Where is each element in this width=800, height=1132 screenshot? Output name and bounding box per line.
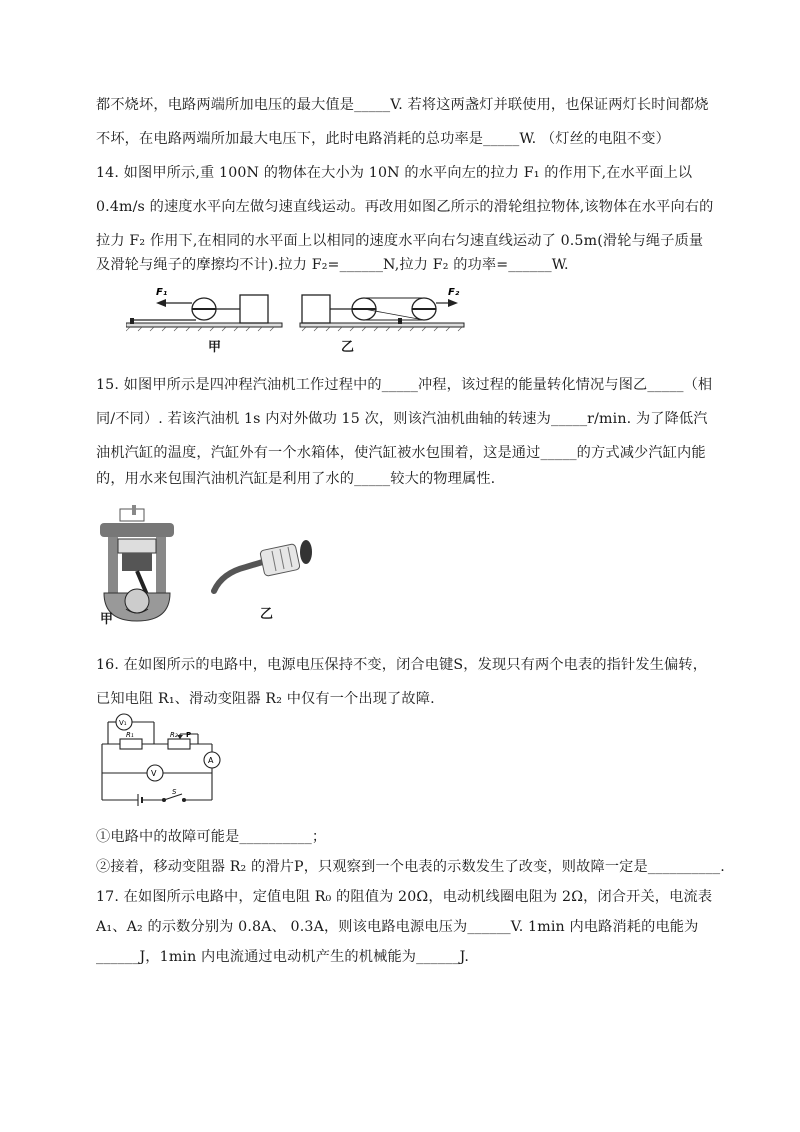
r1-label: R₁ bbox=[126, 731, 134, 739]
caption-yi: 乙 bbox=[260, 607, 274, 622]
question-14-text: 14. 如图甲所示,重 100N 的物体在大小为 10N 的水平向左的拉力 F₁ 的作用下,在水平面上以 bbox=[96, 165, 693, 181]
voltmeter-label: V bbox=[151, 769, 157, 778]
switch-label: S bbox=[172, 788, 177, 796]
question-15-text: 15. 如图甲所示是四冲程汽油机工作过程中的_____冲程，该过程的能量转化情况与图乙_____（相 bbox=[96, 377, 713, 393]
text-line: ①电路中的故障可能是__________； bbox=[96, 829, 327, 845]
f1-label: F₁ bbox=[156, 287, 168, 298]
text-line: ②接着，移动变阻器 R₂ 的滑片P，只观察到一个电表的示数发生了改变，则故障一定是__________. bbox=[96, 859, 725, 875]
question-17-text: 17. 在如图所示电路中，定值电阻 R₀ 的阻值为 20Ω，电动机线圈电阻为 2Ω，闭合开关，电流表 bbox=[96, 889, 713, 905]
slider-p-label: P bbox=[186, 731, 192, 739]
v1-meter-label: V₁ bbox=[119, 719, 127, 727]
text-line: 已知电阻 R₁、滑动变阻器 R₂ 中仅有一个出现了故障. bbox=[96, 691, 435, 707]
question-16-text: 16. 在如图所示的电路中，电源电压保持不变，闭合电键S，发现只有两个电表的指针发生偏转， bbox=[96, 657, 708, 673]
text-line: 及滑轮与绳子的摩擦均不计).拉力 F₂=______N,拉力 F₂ 的功率=______W. bbox=[96, 257, 569, 273]
text-line: 0.4m/s 的速度水平向左做匀速直线运动。再改用如图乙所示的滑轮组拉物体,该物体在水平向右的 bbox=[96, 199, 714, 215]
caption-jia: 甲 bbox=[100, 612, 114, 627]
figure-16-circuit bbox=[98, 712, 228, 808]
figure-15-engine bbox=[96, 505, 326, 625]
text-line: 不坏，在电路两端所加最大电压下，此时电路消耗的总功率是_____W. （灯丝的电阻不变） bbox=[96, 131, 670, 147]
f2-label: F₂ bbox=[448, 287, 460, 298]
ammeter-label: A bbox=[208, 756, 214, 765]
text-line: ______J，1min 内电流通过电动机产生的机械能为______J. bbox=[96, 949, 469, 965]
r2-label: R₂ bbox=[170, 731, 178, 739]
text-line: A₁、A₂ 的示数分别为 0.8A、 0.3A，则该电路电源电压为______V. 1min 内电路消耗的电能为 bbox=[96, 919, 699, 935]
text-line: 都不烧坏，电路两端所加电压的最大值是_____V. 若将这两盏灯并联使用，也保证两灯长时间都烧 bbox=[96, 97, 709, 113]
figure-14-pulley bbox=[126, 283, 466, 345]
text-line: 同/不同）. 若该汽油机 1s 内对外做功 15 次，则该汽油机曲轴的转速为_____r/min. 为了降低汽 bbox=[96, 411, 708, 427]
text-line: 拉力 F₂ 作用下,在相同的水平面上以相同的速度水平向右匀速直线运动了 0.5m(滑轮与绳子质量 bbox=[96, 233, 704, 249]
caption-yi: 乙 bbox=[341, 340, 355, 355]
text-line: 油机汽缸的温度，汽缸外有一个水箱体，使汽缸被水包围着，这是通过_____的方式减少汽缸内能 bbox=[96, 445, 706, 461]
caption-jia: 甲 bbox=[208, 340, 222, 355]
text-line: 的，用水来包围汽油机汽缸是利用了水的_____较大的物理属性. bbox=[96, 471, 496, 487]
